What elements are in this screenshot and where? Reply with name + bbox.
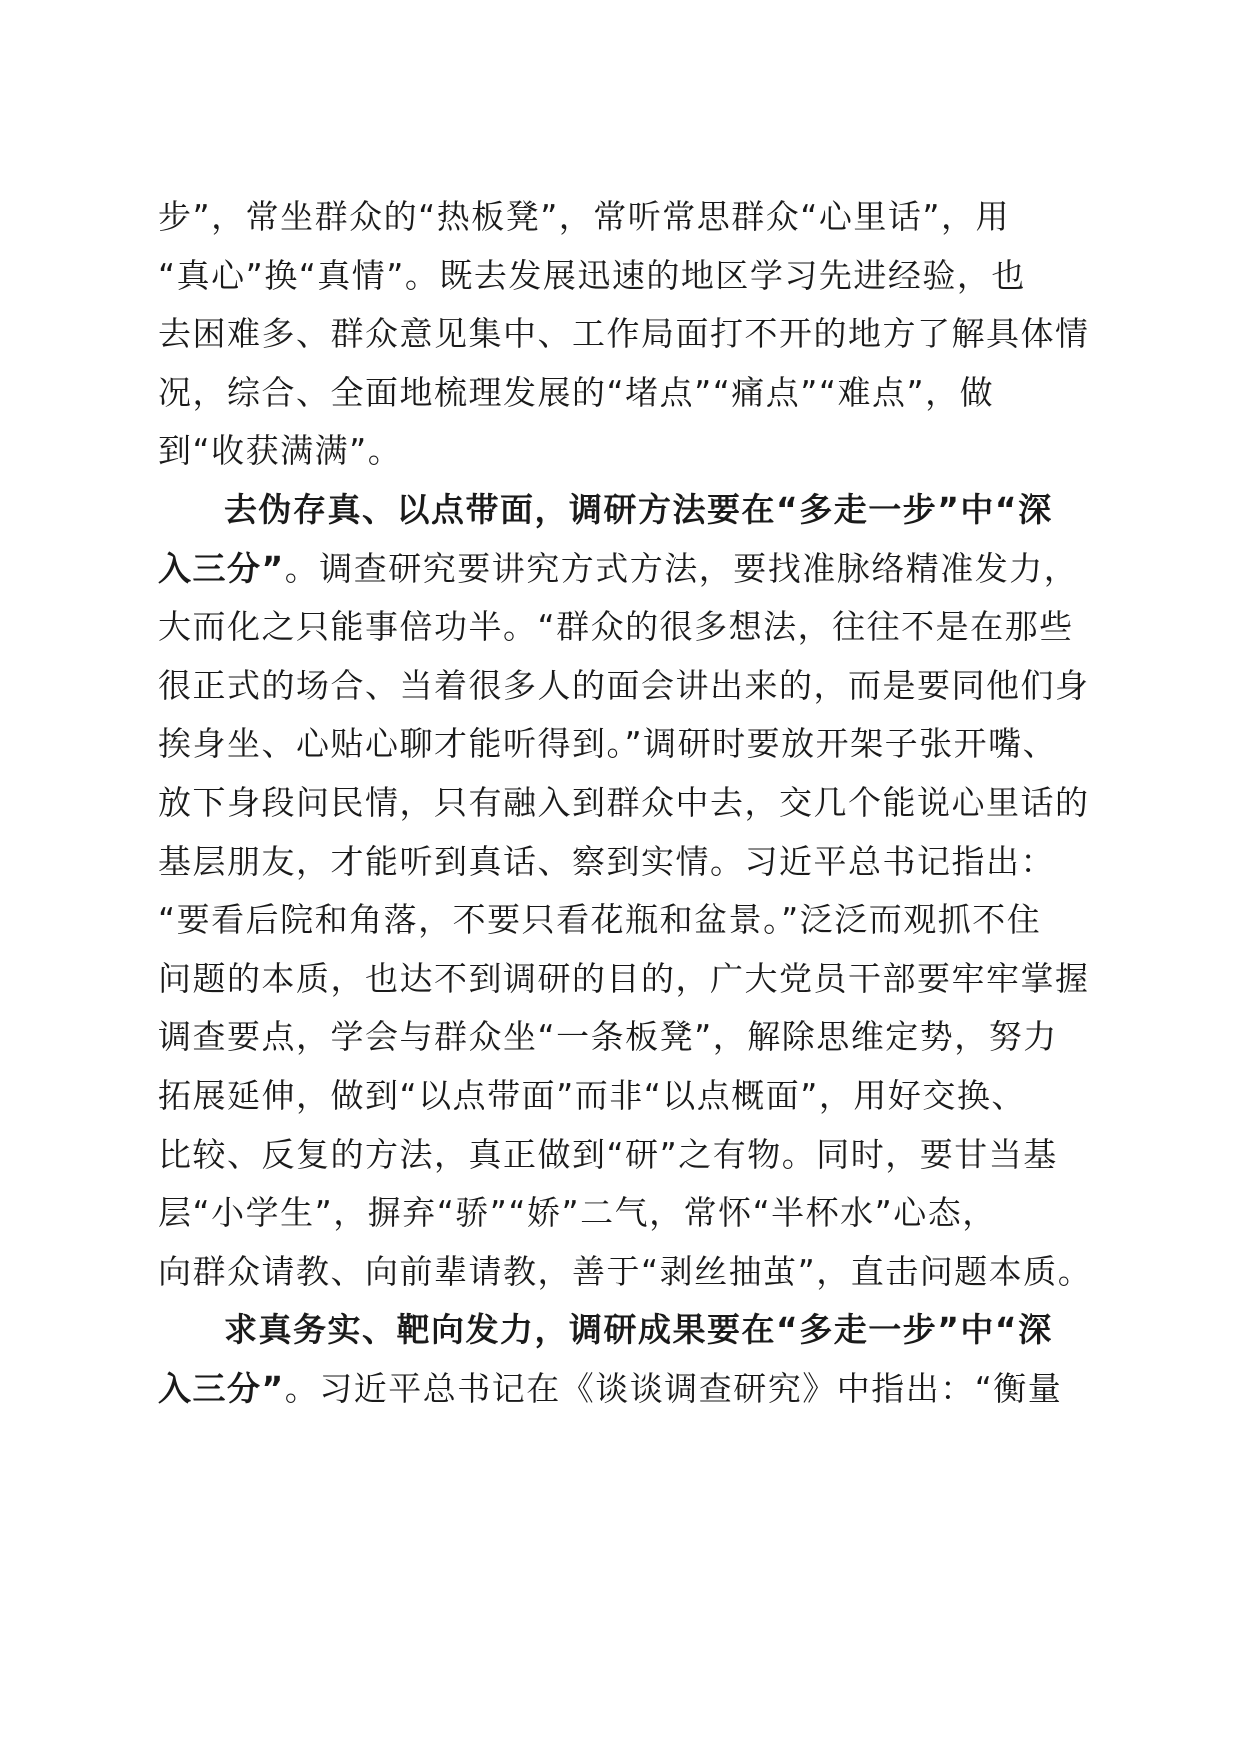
text-line: 况，综合、全面地梳理发展的“堵点”“痛点”“难点”，做 [158, 372, 995, 412]
text-line [158, 1360, 1088, 1419]
paragraph-2 [158, 481, 1093, 1301]
section-heading: 去伪存真、以点带面，调研方法要在“多走一步”中“深 [224, 489, 1053, 529]
text-line: 问题的本质，也达不到调研的目的，广大党员干部要牢牢掌握 [158, 958, 1090, 998]
text-run: 。调查研究要讲究方式方法，要找准脉络精准发力， [284, 548, 1079, 588]
section-heading: 求真务实、靶向发力，调研成果要在“多走一步”中“深 [224, 1310, 1053, 1350]
text-line: 很正式的场合、当着很多人的面会讲出来的，而是要同他们身 [158, 665, 1090, 705]
text-line: “要看后院和角落，不要只看花瓶和盆景。”泛泛而观抓不住 [158, 900, 1042, 940]
section-heading-continued: 入三分” [158, 548, 285, 588]
text-line: 挨身坐、心贴心聊才能听得到。”调研时要放开架子张开嘴、 [158, 724, 1058, 764]
text-line: 大而化之只能事倍功半。“群众的很多想法，往往不是在那些 [158, 607, 1074, 647]
text-line: 基层朋友，才能听到真话、察到实情。习近平总书记指出： [158, 841, 1055, 881]
text-line: 去困难多、群众意见集中、工作局面打不开的地方了解具体情 [158, 314, 1090, 354]
text-line: 放下身段问民情，只有融入到群众中去，交几个能说心里话的 [158, 782, 1090, 822]
text-line: 调查要点，学会与群众坐“一条板凳”，解除思维定势，努力 [158, 1017, 1058, 1057]
text-line [158, 540, 1088, 599]
text-line: 拓展延伸，做到“以点带面”而非“以点概面”，用好交换、 [158, 1075, 1026, 1115]
text-line: 层“小学生”，摒弃“骄”“娇”二气，常怀“半杯水”心态， [158, 1193, 997, 1233]
text-line: 向群众请教、向前辈请教，善于“剥丝抽茧”，直击问题本质。 [158, 1251, 1093, 1291]
text-line: “真心”换“真情”。既去发展迅速的地区学习先进经验，也 [158, 255, 1026, 295]
section-heading-continued: 入三分” [158, 1368, 285, 1408]
paragraph-3 [158, 1301, 1088, 1418]
text-line: 步”，常坐群众的“热板凳”，常听常思群众“心里话”，用 [158, 197, 1010, 236]
text-line: 比较、反复的方法，真正做到“研”之有物。同时，要甘当基 [158, 1134, 1058, 1174]
paragraph-1 [158, 188, 1088, 481]
text-run: 。习近平总书记在《谈谈调查研究》中指出：“衡量 [284, 1368, 1063, 1408]
text-line: 到“收获满满”。 [158, 431, 403, 471]
document-body [158, 188, 1093, 1418]
